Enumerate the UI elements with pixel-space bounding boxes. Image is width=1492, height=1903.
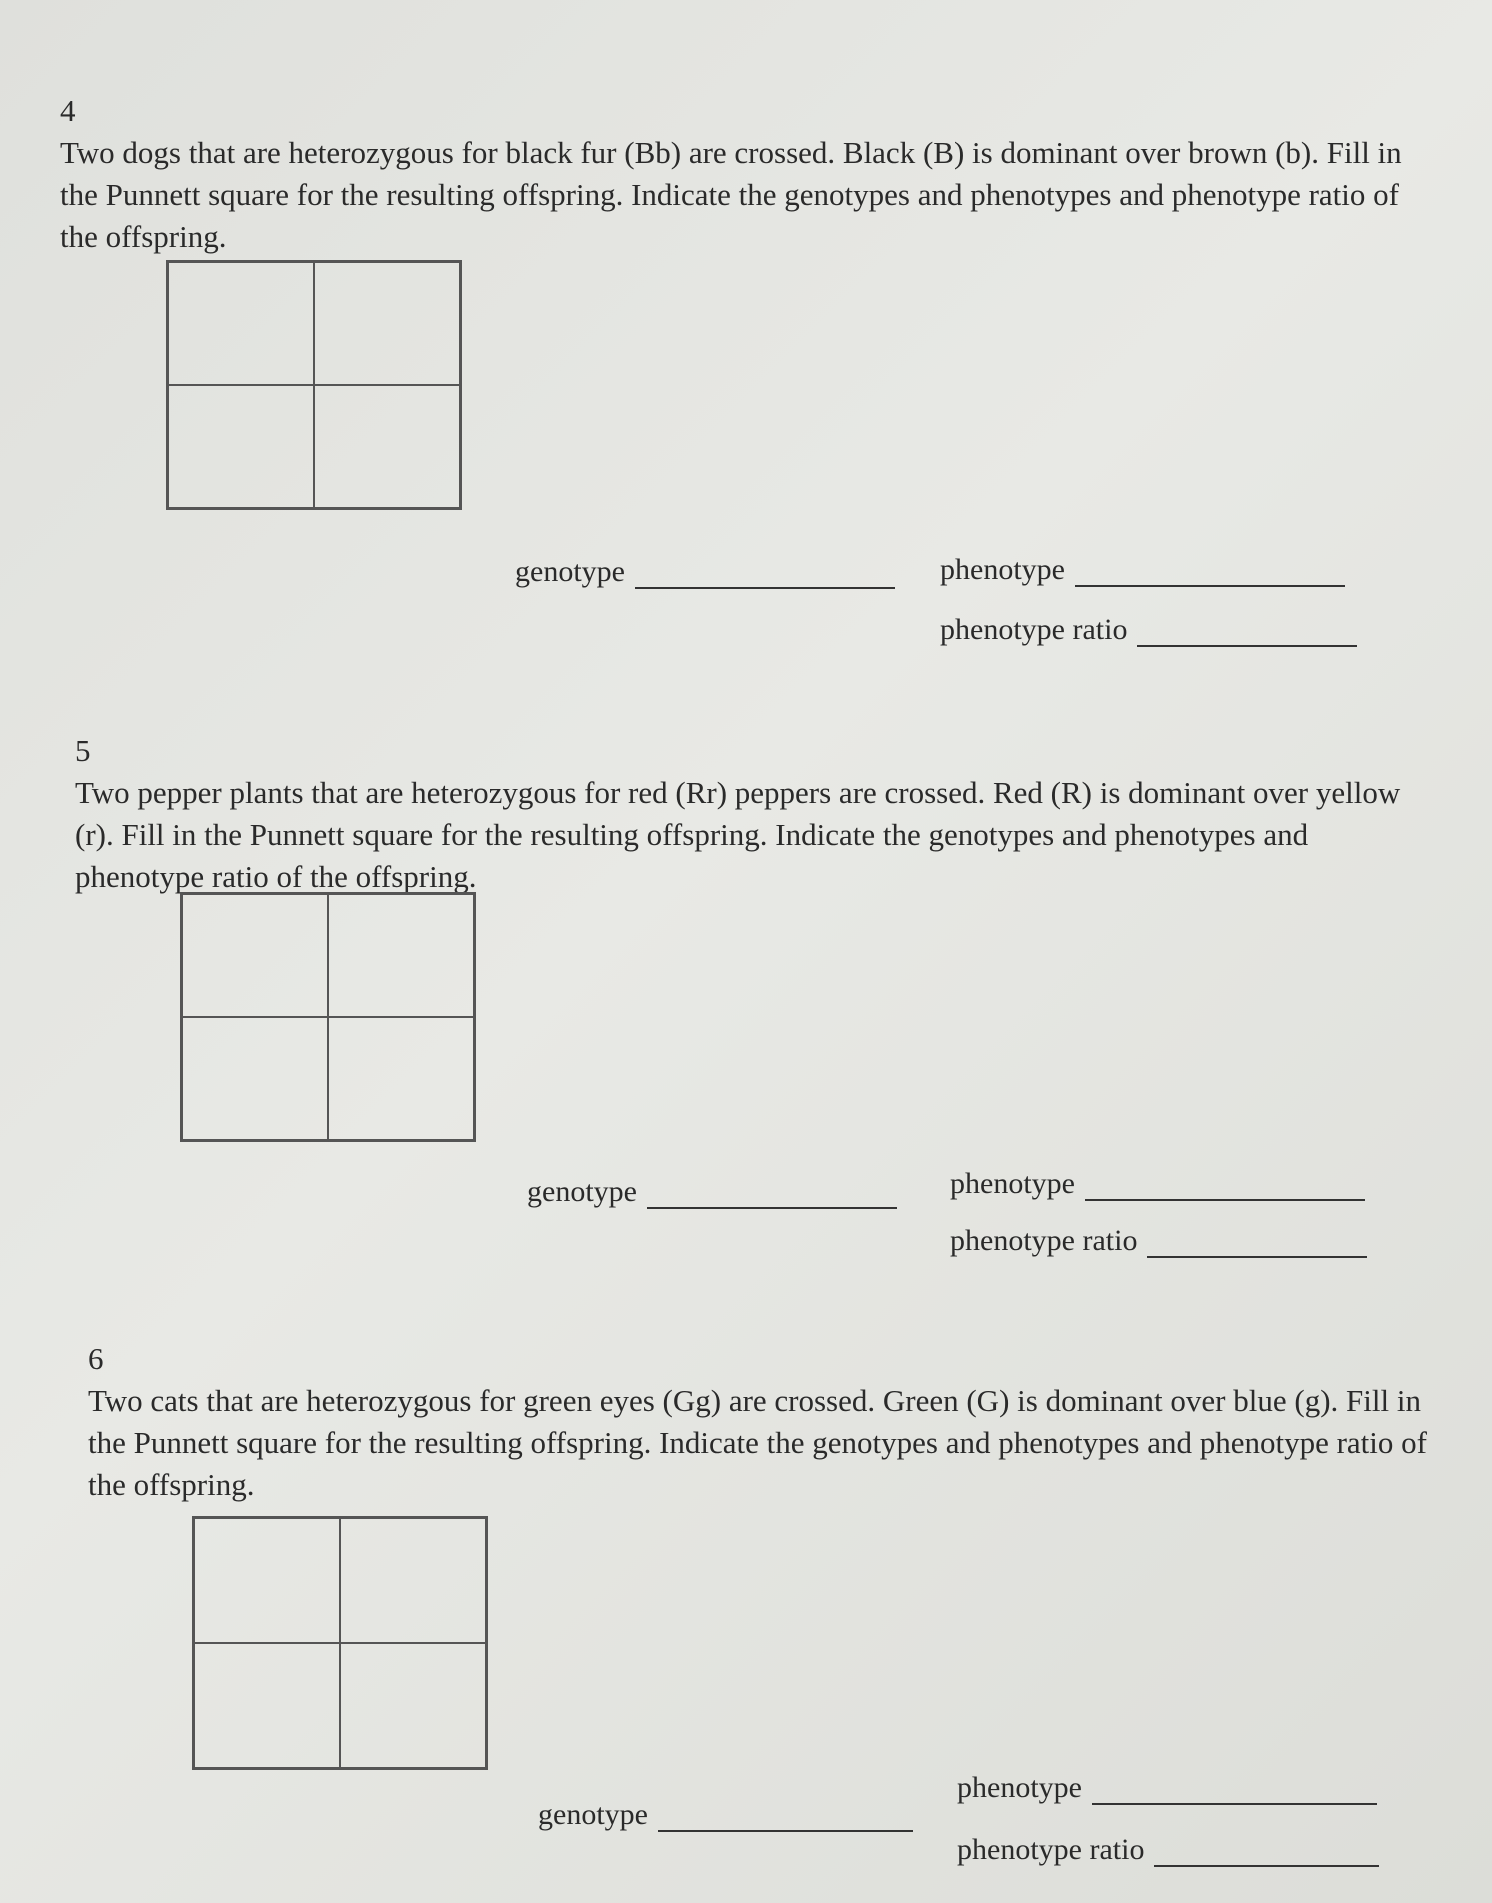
punnett-cell[interactable] — [182, 1017, 328, 1140]
punnett-cell[interactable] — [168, 262, 314, 385]
ratio-label: phenotype ratio — [950, 1224, 1138, 1257]
genotype-blank[interactable] — [658, 1800, 913, 1832]
punnett-cell[interactable] — [194, 1518, 340, 1643]
phenotype-label: phenotype — [957, 1771, 1082, 1804]
phenotype-answer-6 — [957, 1771, 1377, 1805]
question-body: Two dogs that are heterozygous for black fur (Bb) are crossed. Black (B) is dominant over brown (b). Fill in the Punnett square for the resulting offspring. Indicate the genotypes and phenotypes and phenotype ratio of the offspring. — [60, 135, 1402, 254]
genotype-label: genotype — [515, 555, 625, 588]
ratio-blank[interactable] — [1147, 1226, 1367, 1258]
ratio-blank[interactable] — [1154, 1835, 1379, 1867]
phenotype-label: phenotype — [950, 1167, 1075, 1200]
punnett-square-6 — [192, 1516, 488, 1770]
question-6-text — [88, 1296, 1448, 1506]
question-5 — [75, 688, 1435, 898]
phenotype-label: phenotype — [940, 553, 1065, 586]
genotype-label: genotype — [538, 1798, 648, 1831]
question-number: 4 — [60, 93, 76, 128]
question-5-text — [75, 688, 1435, 898]
punnett-cell[interactable] — [182, 894, 328, 1017]
genotype-answer-6 — [538, 1798, 913, 1832]
question-number: 6 — [88, 1341, 104, 1376]
question-6 — [88, 1296, 1448, 1506]
punnett-square-4 — [166, 260, 462, 510]
punnett-cell[interactable] — [340, 1518, 486, 1643]
phenotype-answer-4 — [940, 553, 1345, 587]
phenotype-blank[interactable] — [1075, 555, 1345, 587]
question-number: 5 — [75, 733, 91, 768]
genotype-answer-5 — [527, 1175, 897, 1209]
punnett-cell[interactable] — [328, 894, 474, 1017]
punnett-cell[interactable] — [314, 262, 460, 385]
ratio-answer-5 — [950, 1224, 1367, 1258]
ratio-label: phenotype ratio — [957, 1833, 1145, 1866]
genotype-blank[interactable] — [635, 557, 895, 589]
question-4-text — [60, 48, 1420, 258]
punnett-cell[interactable] — [328, 1017, 474, 1140]
phenotype-blank[interactable] — [1092, 1773, 1377, 1805]
punnett-square-5 — [180, 892, 476, 1142]
phenotype-blank[interactable] — [1085, 1169, 1365, 1201]
genotype-blank[interactable] — [647, 1177, 897, 1209]
punnett-cell[interactable] — [168, 385, 314, 508]
ratio-answer-6 — [957, 1833, 1379, 1867]
question-body: Two cats that are heterozygous for green eyes (Gg) are crossed. Green (G) is dominant over blue (g). Fill in the Punnett square for the resulting offspring. Indicate the genotypes and phenotypes and phenotype ratio of the offspring. — [88, 1383, 1427, 1502]
ratio-answer-4 — [940, 613, 1357, 647]
ratio-blank[interactable] — [1137, 615, 1357, 647]
phenotype-answer-5 — [950, 1167, 1365, 1201]
punnett-cell[interactable] — [314, 385, 460, 508]
question-body: Two pepper plants that are heterozygous for red (Rr) peppers are crossed. Red (R) is dominant over yellow (r). Fill in the Punnett square for the resulting offspring. Indicate the genotypes and phenotypes and phenotype ratio of the offspring. — [75, 775, 1401, 894]
punnett-cell[interactable] — [340, 1643, 486, 1768]
ratio-label: phenotype ratio — [940, 613, 1128, 646]
genotype-label: genotype — [527, 1175, 637, 1208]
genotype-answer-4 — [515, 555, 895, 589]
question-4 — [60, 48, 1420, 258]
punnett-cell[interactable] — [194, 1643, 340, 1768]
